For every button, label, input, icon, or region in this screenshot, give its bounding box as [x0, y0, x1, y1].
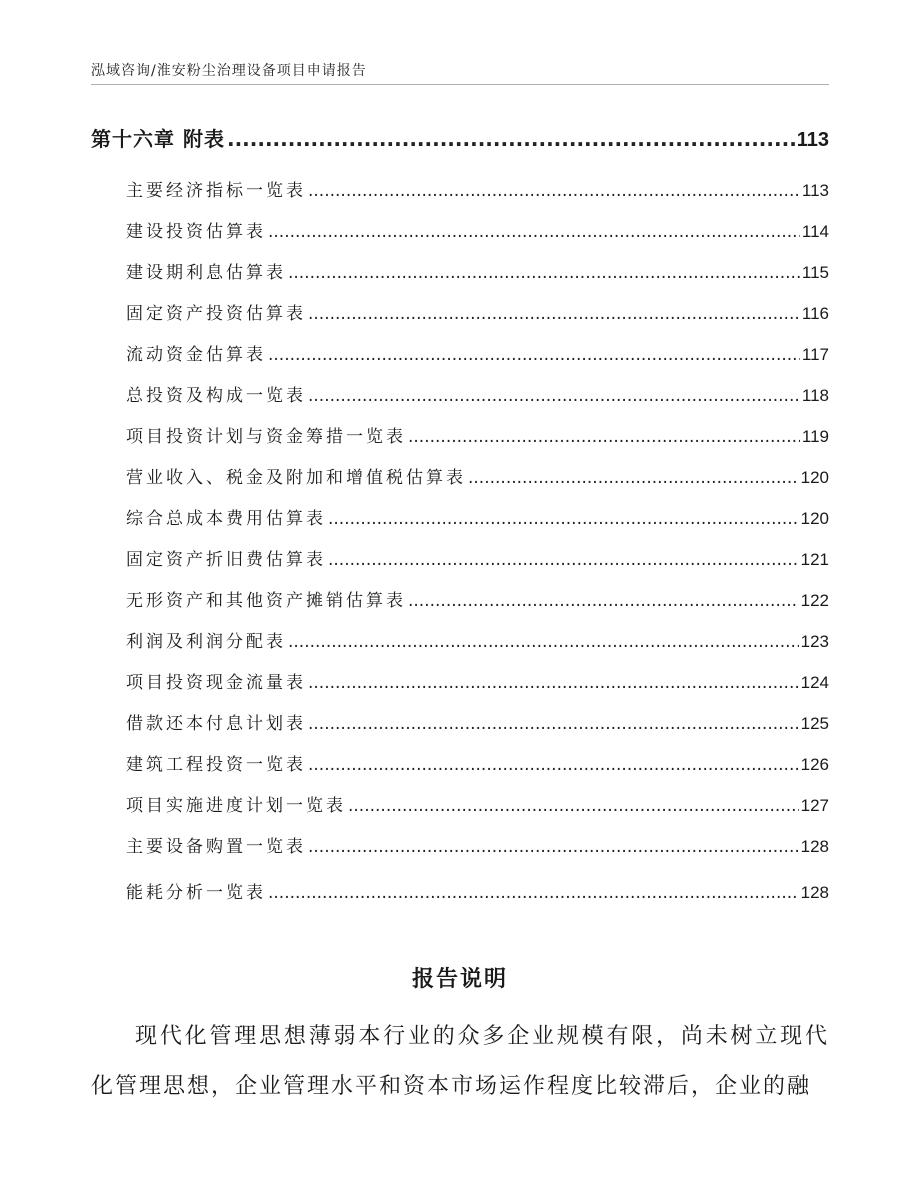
toc-entry[interactable]	[126, 381, 829, 406]
running-header: 泓域咨询/淮安粉尘治理设备项目申请报告	[91, 63, 367, 79]
toc-entry-label: 项目实施进度计划一览表	[126, 796, 346, 816]
toc-entry-page: 118	[801, 386, 829, 405]
toc-entry-label: 主要设备购置一览表	[126, 837, 306, 857]
toc-entry-label: 主要经济指标一览表	[126, 181, 306, 201]
toc-entry-label: 借款还本付息计划表	[126, 714, 306, 734]
toc-leader	[348, 796, 799, 816]
toc-leader	[328, 509, 799, 529]
toc-entry-label: 项目投资计划与资金筹措一览表	[126, 427, 406, 447]
toc-entry-label: 建设期利息估算表	[126, 263, 286, 283]
toc-chapter-16[interactable]	[91, 123, 829, 152]
toc-entry[interactable]	[126, 176, 829, 201]
header-divider	[91, 84, 829, 85]
toc-entry-page: 116	[801, 304, 829, 323]
toc-leader	[308, 755, 799, 775]
toc-entry-label: 利润及利润分配表	[126, 632, 286, 652]
toc-leader	[227, 127, 795, 151]
toc-entry[interactable]	[126, 709, 829, 734]
toc-entry[interactable]	[126, 545, 829, 570]
toc-entry-label: 总投资及构成一览表	[126, 386, 306, 406]
toc-entry-page: 127	[800, 796, 829, 815]
toc-entry-page: 126	[800, 755, 829, 774]
toc-entry-label: 建筑工程投资一览表	[126, 755, 306, 775]
toc-entry[interactable]	[126, 878, 829, 903]
toc-entry-page: 117	[801, 345, 829, 364]
toc-entry-page: 119	[801, 427, 829, 446]
toc-entry[interactable]	[126, 217, 829, 242]
toc-entry-page: 122	[800, 591, 829, 610]
body-paragraph: 现代化管理思想薄弱本行业的众多企业规模有限，尚未树立现代化管理思想，企业管理水平和资本市场运作程度比较滞后，企业的融	[91, 1024, 829, 1099]
toc-entry[interactable]	[126, 791, 829, 816]
toc-leader	[308, 304, 800, 324]
toc-entry[interactable]	[126, 668, 829, 693]
toc-entry[interactable]	[126, 627, 829, 652]
toc-leader	[268, 345, 800, 365]
toc-entry-page: 121	[800, 550, 829, 569]
toc-entry-label: 能耗分析一览表	[126, 883, 266, 903]
toc-entry[interactable]	[126, 258, 829, 283]
toc-entry-page: 114	[801, 222, 829, 241]
toc-entry[interactable]	[126, 504, 829, 529]
toc-leader	[408, 591, 799, 611]
toc-leader	[288, 632, 799, 652]
toc-entry-label: 项目投资现金流量表	[126, 673, 306, 693]
toc-leader	[408, 427, 800, 447]
toc-entry-label: 综合总成本费用估算表	[126, 509, 326, 529]
toc-entry-page: 113	[801, 181, 829, 200]
toc-entry-label: 流动资金估算表	[126, 345, 266, 365]
toc-entry-page: 115	[801, 263, 829, 282]
toc-leader	[308, 386, 800, 406]
toc-entry-label: 无形资产和其他资产摊销估算表	[126, 591, 406, 611]
toc-entry[interactable]	[126, 586, 829, 611]
toc-entry-page: 120	[800, 468, 829, 487]
toc-entry-page: 128	[800, 837, 829, 856]
toc-leader	[288, 263, 800, 283]
toc-leader	[268, 883, 799, 903]
toc-entry-page: 120	[800, 509, 829, 528]
toc-entry-label: 固定资产投资估算表	[126, 304, 306, 324]
toc-leader	[268, 222, 800, 242]
toc-entry-label: 固定资产折旧费估算表	[126, 550, 326, 570]
toc-chapter-page: 113	[796, 129, 829, 151]
toc-entry[interactable]	[126, 832, 829, 857]
toc-entry-page: 123	[800, 632, 829, 651]
toc-leader	[308, 181, 800, 201]
toc-entry-page: 125	[800, 714, 829, 733]
toc-entry[interactable]	[126, 750, 829, 775]
toc-chapter-label: 第十六章 附表	[91, 127, 225, 151]
toc-entry-label: 营业收入、税金及附加和增值税估算表	[126, 468, 466, 488]
toc-leader	[468, 468, 799, 488]
toc-entry[interactable]	[126, 463, 829, 488]
toc-entry-page: 124	[800, 673, 829, 692]
toc-leader	[308, 714, 799, 734]
section-title: 报告说明	[411, 967, 508, 992]
toc-entry[interactable]	[126, 422, 829, 447]
toc-entry-label: 建设投资估算表	[126, 222, 266, 242]
toc-entry[interactable]	[126, 340, 829, 365]
toc-entry-page: 128	[800, 883, 829, 902]
toc-leader	[308, 673, 799, 693]
toc-leader	[308, 837, 799, 857]
toc-leader	[328, 550, 799, 570]
toc-entry[interactable]	[126, 299, 829, 324]
